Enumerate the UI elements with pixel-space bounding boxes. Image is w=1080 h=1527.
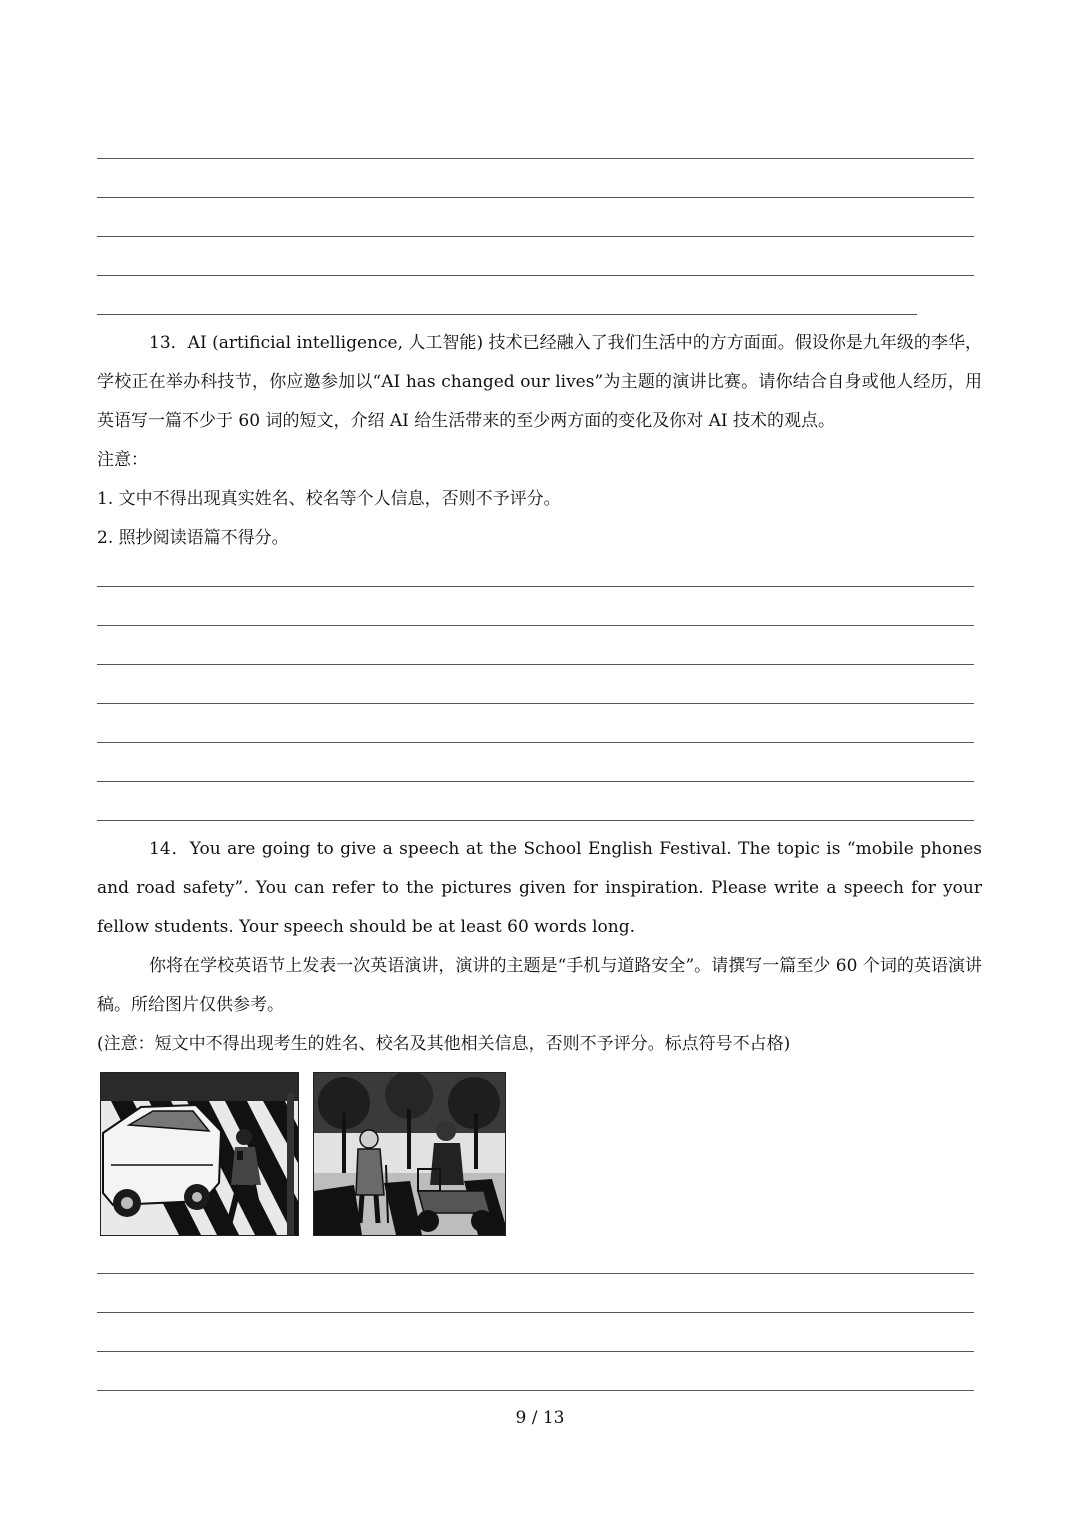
answer-line — [97, 158, 974, 159]
answer-line — [97, 781, 974, 782]
answer-line — [97, 625, 974, 626]
answer-line — [97, 664, 974, 665]
q14-note: (注意：短文中不得出现考生的姓名、校名及其他相关信息，否则不予评分。标点符号不占格) — [97, 1034, 791, 1054]
q14-prompt-en — [97, 830, 982, 947]
answer-line — [97, 1351, 974, 1352]
answer-line — [97, 197, 974, 198]
q13-note-1: 1. 文中不得出现真实姓名、校名等个人信息，否则不予评分。 — [97, 489, 561, 509]
answer-line — [97, 1273, 974, 1274]
page-number: 9 / 13 — [515, 1408, 565, 1428]
answer-line — [97, 742, 974, 743]
pedestrian-phone-crosswalk-illustration — [101, 1073, 298, 1235]
q14-number: 14． — [149, 839, 190, 859]
answer-line — [97, 703, 974, 704]
answer-line — [97, 314, 917, 315]
q13-notes-title: 注意： — [97, 450, 148, 470]
answer-line — [97, 586, 974, 587]
q13-prompt — [97, 324, 982, 441]
q13-number: 13． — [149, 333, 188, 353]
q13-text: AI (artificial intelligence, 人工智能) 技术已经融入了我们生活中的方方面面。假设你是九年级的李华，学校正在举办科技节，你应邀参加以“AI has changed our lives”为主题的演讲比赛。请你结合自身或他人经历，用英语写一篇不少于 60 词的短文，介绍 AI 给生活带来的至少两方面的变化及你对 AI 技术的观点。 — [97, 333, 982, 431]
picture-scooter-elderly — [313, 1072, 506, 1236]
q14-text-en: You are going to give a speech at the School English Festival. The topic is “mobile phones and road safety”. You can refer to the pictures given for inspiration. Please write a speech for your fellow students. Your speech should be at least 60 words long. — [97, 839, 982, 937]
answer-line — [97, 1390, 974, 1391]
scooter-elderly-crosswalk-illustration — [314, 1073, 505, 1235]
answer-line — [97, 1312, 974, 1313]
answer-line — [97, 275, 974, 276]
q14-prompt-cn: 你将在学校英语节上发表一次英语演讲，演讲的主题是“手机与道路安全”。请撰写一篇至少 60 个词的英语演讲稿。所给图片仅供参考。 — [97, 956, 982, 1015]
picture-pedestrian-car — [100, 1072, 299, 1236]
answer-line — [97, 820, 974, 821]
answer-line — [97, 236, 974, 237]
q13-note-2: 2. 照抄阅读语篇不得分。 — [97, 528, 289, 548]
